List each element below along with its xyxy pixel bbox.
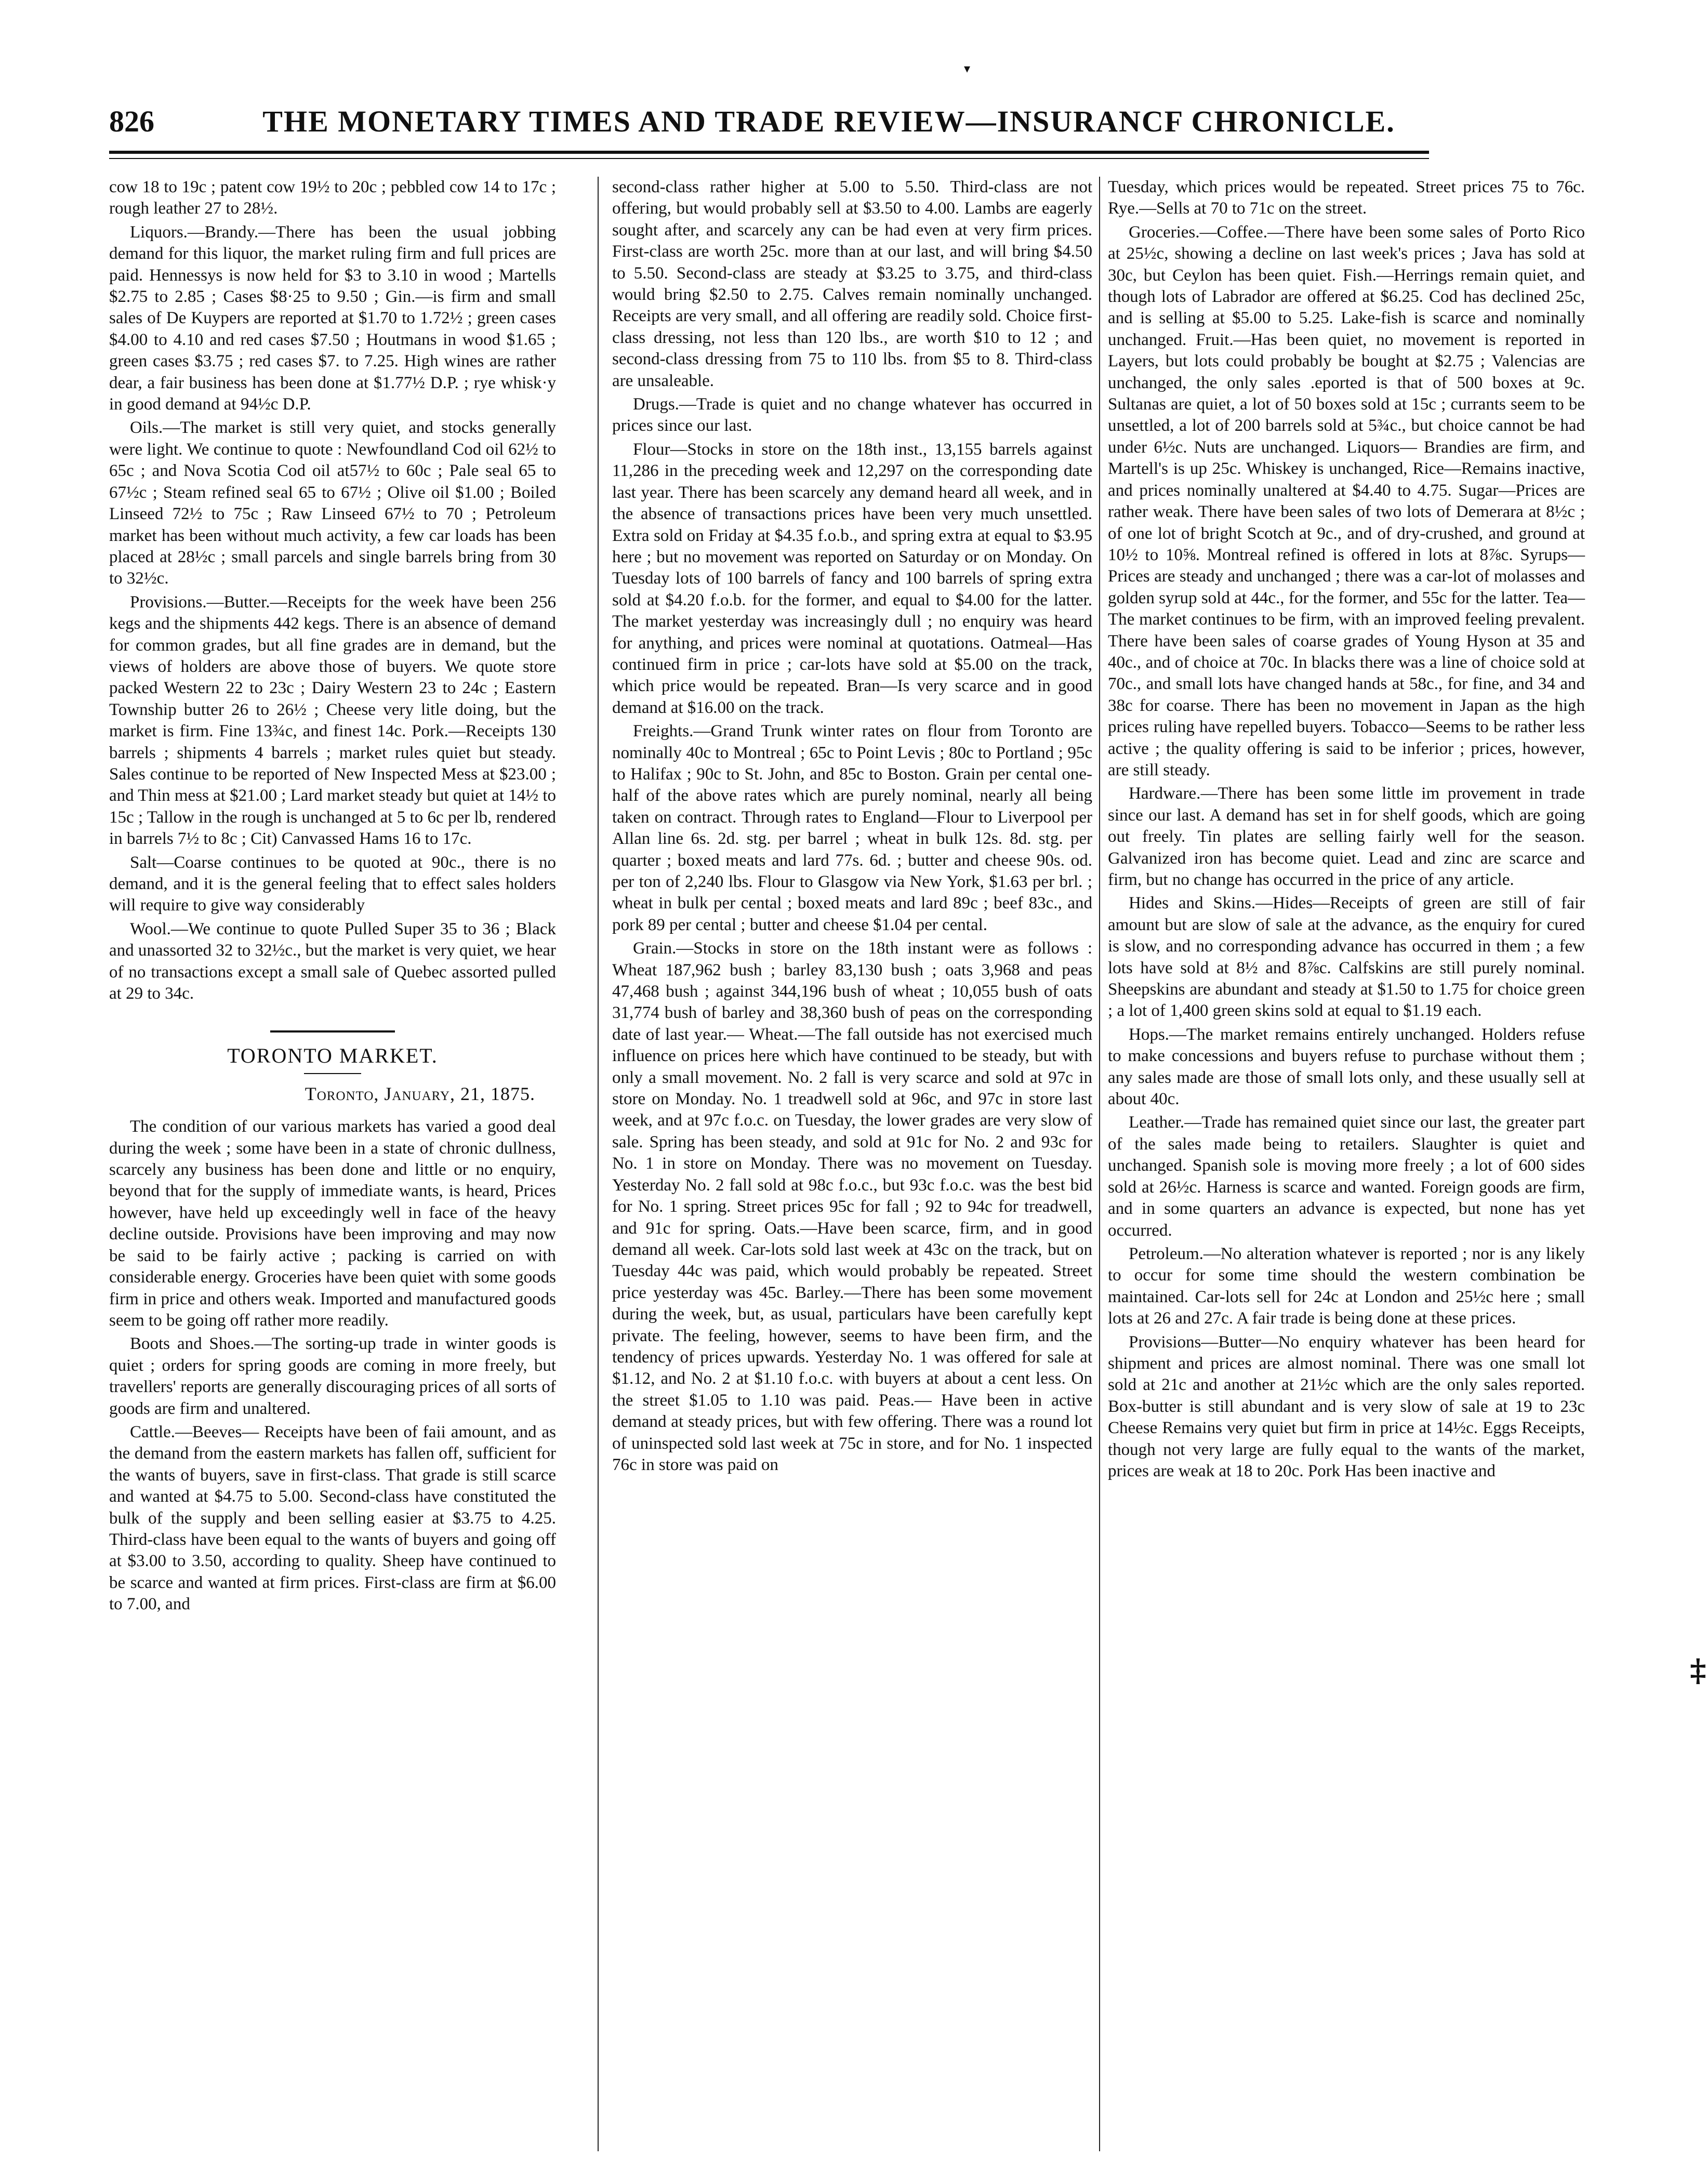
header-rule-thick [109, 151, 1429, 154]
heading-rule [270, 1030, 395, 1033]
masthead-title: THE MONETARY TIMES AND TRADE REVIEW—INSURANCF CHRONICLE. [262, 104, 1395, 138]
article-paragraph-intro: The condition of our various markets has varied a good deal during the week ; some have been in a state of chronic dullness, scarcely any business has been done and little or no enquiry, beyond that for the supply of immediate wants, is heard, Prices however, have held up exceedingly well in face of the heavy decline outside. Provisions have been improving and may now be said to be fairly active ; packing is carried on with considerable energy. Groceries have been quiet with some goods firm in price and others weak. Imported and manufactured goods seem to be going off rather more readily. [109, 1117, 556, 1330]
article-paragraph-wool: Wool.—We continue to quote Pulled Super 35 to 36 ; Black and unassorted 32 to 32½c., but the market is very quiet, we hear of no transactions except a small sale of Quebec assorted pulled at 29 to 34c. [109, 919, 556, 1003]
column-2 [612, 177, 1092, 2162]
article-paragraph-petroleum: Petroleum.—No alteration whatever is reported ; nor is any likely to occur for some time should the western combination be maintained. Car-lots sell for 24c at London and 25½c here ; small lots at 26 and 27c. A fair trade is being done at these prices. [1108, 1244, 1585, 1328]
page-number: 826 [109, 104, 154, 138]
column-1 [109, 177, 556, 2162]
article-paragraph-oils: Oils.—The market is still very quiet, and stocks generally were light. We continue to quote : Newfoundland Cod oil 62½ to 65c ; and Nova Scotia Cod oil at57½ to 60c ; Pale seal 65 to 67½c ; Steam refined seal 65 to 67½ ; Olive oil $1.00 ; Boiled Linseed 72½ to 75c ; Raw Linseed 67½ to 70 ; Petroleum market has been without much activity, a few car loads has been placed at 28½c ; small parcels and single barrels bring from 30 to 32½c. [109, 418, 556, 588]
header-rule-thin [109, 158, 1429, 159]
article-paragraph-leather: Leather.—Trade has remained quiet since our last, the greater part of the sales made being to retailers. Slaughter is quiet and unchanged. Spanish sole is moving more freely ; a lot of 600 sides sold at 26½c. Harness is scarce and wanted. Foreign goods are firm, and in some quarters an advance is expected, but none has yet occurred. [1108, 1113, 1585, 1240]
article-paragraph-boots-shoes: Boots and Shoes.—The sorting-up trade in winter goods is quiet ; orders for spring goods are coming in more freely, but travellers' reports are generally discouraging prices of all sorts of goods are firm and unaltered. [109, 1334, 556, 1418]
section-heading: TORONTO MARKET. [227, 1044, 438, 1068]
article-paragraph: second-class rather higher at 5.00 to 5.50. Third-class are not offering, but would probably sell at $3.50 to 4.00. Lambs are eagerly sought after, and scarcely any can be had even at very firm prices. First-class are worth 25c. more than at our last, and will bring $4.50 to 5.50. Second-class are steady at $3.25 to 3.75, and third-class would bring $2.50 to 2.75. Calves remain nominally unchanged. Receipts are very small, and all offering are readily sold. Choice first-class dressing, not less than 120 lbs., are worth $10 to 12 ; and second-class dressing from 75 to 110 lbs. from $5 to 8. Third-class are unsaleable. [612, 178, 1092, 390]
article-paragraph-drugs: Drugs.—Trade is quiet and no change whatever has occurred in prices since our last. [612, 395, 1092, 435]
article-paragraph-cattle: Cattle.—Beeves— Receipts have been of faii amount, and as the demand from the eastern markets has fallen off, sufficient for the wants of buyers, save in first-class. That grade is still scarce and wanted at $4.75 to 5.00. Second-class have constituted the bulk of the supply and been selling easier at $3.75 to 4.25. Third-class have been equal to the wants of buyers and going off at $3.00 to 3.50, according to quality. Sheep have continued to be scarce and wanted at firm prices. First-class are firm at $6.00 to 7.00, and [109, 1422, 556, 1614]
article-paragraph-liquors: Liquors.—Brandy.—There has been the usual jobbing demand for this liquor, the market ruling firm and full prices are paid. Hennessys is now held for $3 to 3.10 in wood ; Martells $2.75 to 2.85 ; Cases $8·25 to 9.50 ; Gin.—is firm and small sales of De Kuypers are reported at $1.70 to 1.72½ ; green cases $4.00 to 4.10 and red cases $7.50 ; Houtmans in wood $1.65 ; green cases $3.75 ; red cases $7. to 7.25. High wines are rather dear, a fair business has been done at $1.77½ D.P. ; rye whisk·y in good demand at 94½c D.P. [109, 222, 556, 414]
article-paragraph: Tuesday, which prices would be repeated. Street prices 75 to 76c. Rye.—Sells at 70 to 71c on the street. [1108, 178, 1585, 218]
article-paragraph-freights: Freights.—Grand Trunk winter rates on flour from Toronto are nominally 40c to Montreal ; 65c to Point Levis ; 80c to Portland ; 95c to Halifax ; 90c to St. John, and 85c to Boston. Grain per cental one-half of the above rates which are purely nominal, nearly all being taken on contract. Through rates to England—Flour to Liverpool per Allan line 6s. 2d. stg. per barrel ; wheat in bulk 12s. 8d. stg. per quarter ; boxed meats and lard 77s. 6d. ; butter and cheese 90s. od. per ton of 2,240 lbs. Flour to Glasgow via New York, $1.63 per brl. ; wheat in bulk per cental ; boxed meats and lard 89c ; beef 83c., and pork 89 per cental ; butter and cheese $1.04 per cental. [612, 722, 1092, 934]
article-paragraph-flour: Flour—Stocks in store on the 18th inst., 13,155 barrels against 11,286 in the preceding week and 12,297 on the corresponding date last year. There has been scarcely any demand heard all week, and in the absence of transactions prices have been very much unsettled. Extra sold on Friday at $4.35 f.o.b., and spring extra at equal to $3.95 here ; but no movement was reported on Saturday or on Monday. On Tuesday lots of 100 barrels of fancy and 100 barrels of spring extra sold at $4.20 f.o.b. for the former, and equal to $4.00 for the latter. The market yesterday was increasingly dull ; no enquiry was heard for anything, and prices were nominal at quotations. Oatmeal—Has continued firm in price ; car-lots have sold at $5.00 on the track, which price would be repeated. Bran—Is very scarce and in good demand at $16.00 on the track. [612, 440, 1092, 717]
article-paragraph-hardware: Hardware.—There has been some little im provement in trade since our last. A demand has set in for shelf goods, which are going out freely. Tin plates are selling fairly well for the season. Galvanized iron has become quiet. Lead and zinc are scarce and firm, but no change has occurred in the price of any article. [1108, 784, 1585, 889]
article-paragraph-hops: Hops.—The market remains entirely unchanged. Holders refuse to make concessions and buyers refuse to purchase without them ; any sales made are those of small lots only, and these usually sell at about 40c. [1108, 1025, 1585, 1109]
page-header [109, 104, 1429, 145]
article-paragraph-hides-skins: Hides and Skins.—Hides—Receipts of green are still of fair amount but are slow of sale at the advance, as the enquiry for cured is slow, and no corresponding advance has occurred in them ; a few lots have sold at 8½ and 8⅞c. Calfskins are still purely nominal. Sheepskins are abundant and steady at $1.50 to 1.75 for choice green ; a lot of 1,400 green skins sold at equal to $1.19 each. [1108, 894, 1585, 1021]
column-divider-2 [1099, 177, 1100, 2151]
heading-rule-short [304, 1073, 361, 1074]
article-paragraph-provisions-butter: Provisions—Butter—No enquiry whatever has been heard for shipment and prices are almost nominal. There was one small lot sold at 21c and another at 21½c which are the only sales reported. Box-butter is still abundant and is very slow of sale at 19 to 23c Cheese Remains very quiet but firm in price at 14½c. Eggs Receipts, though not very large are fully equal to the wants of the market, prices are weak at 18 to 20c. Pork Has been inactive and [1108, 1332, 1585, 1480]
dateline: Toronto, January, 21, 1875. [305, 1083, 535, 1104]
article-paragraph: cow 18 to 19c ; patent cow 19½ to 20c ; pebbled cow 14 to 17c ; rough leather 27 to 28½. [109, 178, 556, 218]
article-paragraph-salt: Salt—Coarse continues to be quoted at 90c., there is no demand, and it is the general feeling that to effect sales holders will require to give way considerably [109, 853, 556, 915]
edge-mark: ‡ [1690, 1652, 1706, 1689]
article-paragraph-grain: Grain.—Stocks in store on the 18th instant were as follows : Wheat 187,962 bush ; barley 83,130 bush ; oats 3,968 and peas 47,468 bush ; against 344,196 bush of wheat ; 10,055 bush of oats 31,774 bush of barley and 38,360 bush of peas on the corresponding date of last year.— Wheat.—The fall outside has not exercised much influence on prices here which have continued to be steady, but with only a small movement. No. 2 fall is very scarce and sold at 97c in store on Monday. No. 1 treadwell sold at 96c, and 97c in store last week, and at 97c f.o.c. on Tuesday, the lower grades are very slow of sale. Spring has been steady, and sold at 91c for No. 2 and 93c for No. 1 in store on Monday. There was no movement on Tuesday. Yesterday No. 2 fall sold at 98c f.o.c., but 93c f.o.c. was the best bid for No. 1 spring. Street prices 95c for fall ; 92 to 94c for treadwell, and 91c for spring. Oats.—Have been scarce, firm, and in good demand all week. Car-lots sold last week at 43c on the track, but on Tuesday 44c was paid, which would probably be repeated. Street price yesterday was 45c. Barley.—There has been some movement during the week, but, as usual, particulars have been carefully kept private. The feeling, however, seems to have been firm, and the tendency of prices upwards. Yesterday No. 1 was offered for sale at $1.12, and No. 2 at $1.10 f.o.c. with buyers at about a cent less. On the street $1.05 to 1.10 was paid. Peas.— Have been in active demand at steady prices, but with few offering. There was a round lot of uninspected sold last week at 75c in store, and for No. 1 inspected 76c in store was paid on [612, 939, 1092, 1474]
article-paragraph-groceries: Groceries.—Coffee.—There have been some sales of Porto Rico at 25½c, showing a decline on last week's prices ; Java has sold at 30c, but Ceylon has been quiet. Fish.—Herrings remain quiet, and though lots of Labrador are offered at $6.25. Cod has declined 25c, and is selling at $5.00 to 5.25. Lake-fish is scarce and nominally unchanged. Fruit.—Has been quiet, no movement is reported in Layers, but lots could probably be bought at $2.75 ; Valencias are unchanged, the only sales .eported is that of 500 boxes at 9c. Sultanas are quiet, a lot of 50 boxes sold at 15c ; currants seem to be unsettled, a lot of 200 barrels sold at 5¾c., but choice cannot be had under 6½c. Nuts are unchanged. Liquors— Brandies are firm, and Martell's is up 25c. Whiskey is unchanged, Rice—Remains inactive, and prices nominally unaltered at $4.40 to 4.75. Sugar—Prices are rather weak. There have been sales of two lots of Demerara at 8½c ; of one lot of bright Scotch at 9c., and of dry-crushed, and ground at 10½ to 10⅝. Montreal refined is offered in lots at 8⅞c. Syrups—Prices are steady and unchanged ; there was a car-lot of molasses and golden syrup sold at 44c., for the former, and 55c for the latter. Tea—The market continues to be firm, with an improved feeling prevalent. There have been sales of coarse grades of Young Hyson at 35 and 40c., and of choice at 70c. In blacks there was a line of choice sold at 70c., and small lots have changed hands at 58c., for fine, and 34 and 38c for coarse. There has been no movement in Japan as the high prices ruling have repelled buyers. Tobacco—Seems to be rather less active ; the quality offering is said to be inferior ; prices, however, are still steady. [1108, 222, 1585, 779]
stray-mark: ▾ [964, 61, 971, 76]
column-divider-1 [598, 177, 599, 2151]
column-3 [1108, 177, 1585, 2162]
article-paragraph-provisions: Provisions.—Butter.—Receipts for the week have been 256 kegs and the shipments 442 kegs. There is an absence of demand for common grades, but all fine grades are in demand, but the views of holders are above those of buyers. We quote store packed Western 22 to 23c ; Dairy Western 23 to 24c ; Eastern Township butter 26 to 26½ ; Cheese very litle doing, but the market is firm. Fine 13¾c, and finest 14c. Pork.—Receipts 130 barrels ; shipments 4 barrels ; market rules quiet but steady. Sales continue to be reported of New Inspected Mess at $23.00 ; and Thin mess at $21.00 ; Lard market steady but quiet at 14½ to 15c ; Tallow in the rough is unchanged at 5 to 6c per lb, rendered in barrels 7½ to 8c ; Cit) Canvassed Hams 16 to 17c. [109, 592, 556, 849]
section-heading-block [109, 1030, 556, 1074]
